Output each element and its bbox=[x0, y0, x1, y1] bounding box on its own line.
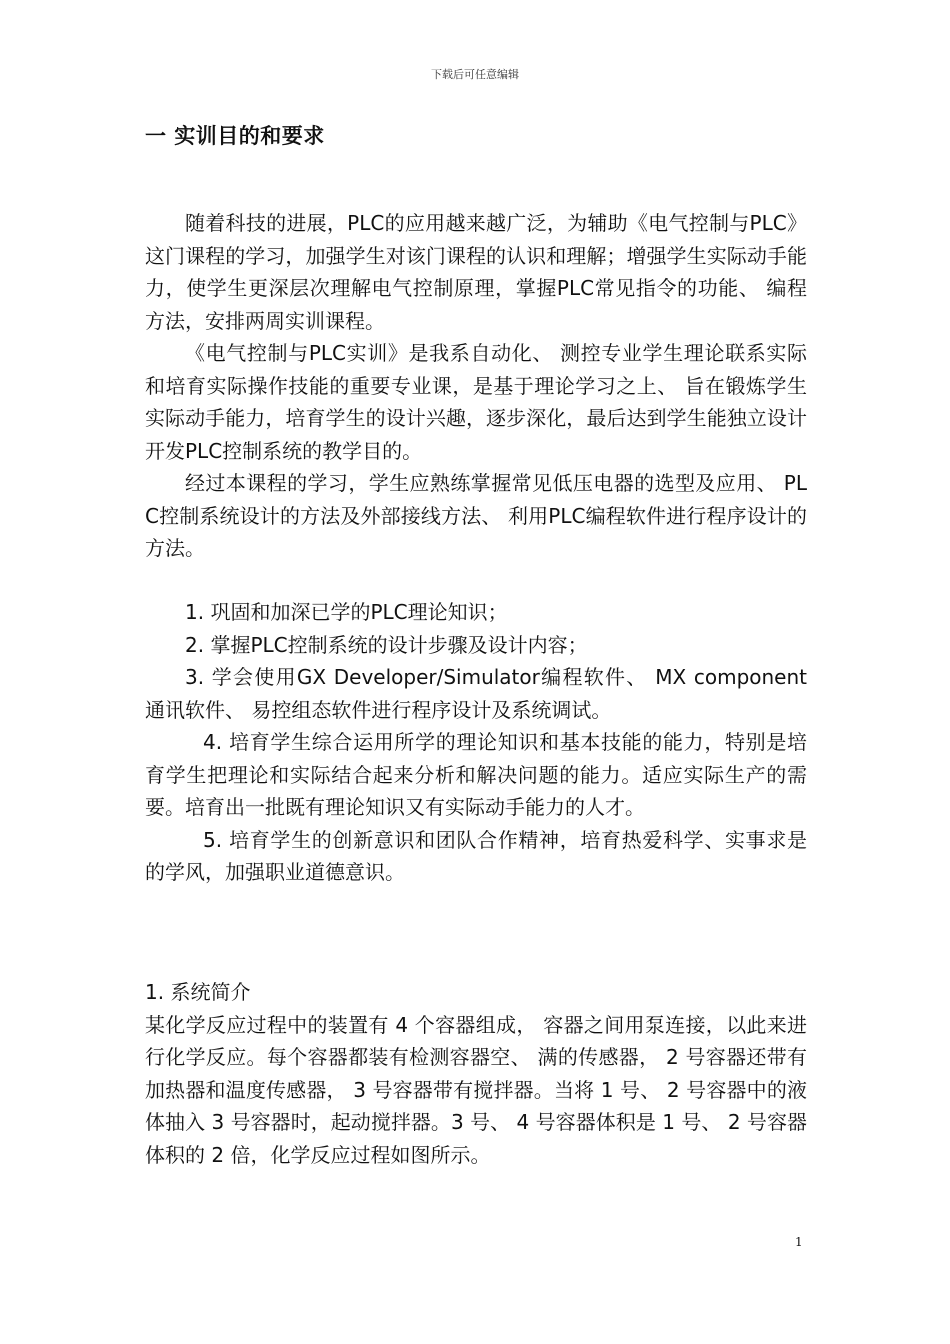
goal-item-1: 1. 巩固和加深已学的PLC理论知识； bbox=[185, 600, 508, 624]
goal-item-3: 3. 学会使用GX Developer/Simulator编程软件、 MX component通讯软件、 易控组态软件进行程序设计及系统调试。 bbox=[145, 665, 807, 722]
system-intro-paragraph: 某化学反应过程中的装置有 4 个容器组成， 容器之间用泵连接，以此来进行化学反应。每个容器都装有检测容器空、 满的传感器， 2 号容器还带有加热器和温度传感器， 3 号容器带有搅拌器。当将 1 号、 2 号容器中的液体抽入 3 号容器时，起动搅拌器。3 号、 4 号容器体积是 1 号、 2 号容器体积的 2 倍，化学反应过程如图所示。 bbox=[145, 1012, 807, 1167]
goal-item-2: 2. 掌握PLC控制系统的设计步骤及设计内容； bbox=[185, 632, 588, 657]
system-intro-block bbox=[145, 976, 807, 1171]
intro-paragraph-2: 《电气控制与PLC实训》是我系自动化、 测控专业学生理论联系实际和培育实际操作技能的重要专业课，是基于理论学习之上、 旨在锻炼学生实际动手能力，培育学生的设计兴趣，逐步深化，最后达到学生能独立设计开发PLC控制系统的教学目的。 bbox=[145, 341, 807, 463]
intro-paragraph-1: 随着科技的进展，PLC的应用越来越广泛，为辅助《电气控制与PLC》这门课程的学习，加强学生对该门课程的认识和理解；增强学生实际动手能力，使学生更深层次理解电气控制原理，掌握PLC常见指令的功能、 编程方法，安排两周实训课程。 bbox=[145, 211, 807, 333]
goals-list bbox=[145, 596, 807, 889]
intro-paragraph-3: 经过本课程的学习，学生应熟练掌握常见低压电器的选型及应用、 PLC控制系统设计的方法及外部接线方法、 利用PLC编程软件进行程序设计的方法。 bbox=[145, 471, 807, 560]
goal-item-4: 4. 培育学生综合运用所学的理论知识和基本技能的能力，特别是培育学生把理论和实际结合起来分析和解决问题的能力。适应实际生产的需要。培育出一批既有理论知识又有实际动手能力的人才。 bbox=[145, 730, 807, 819]
page-header: 下载后可任意编辑 bbox=[431, 68, 519, 81]
goal-item-5: 5. 培育学生的创新意识和团队合作精神，培育热爱科学、实事求是的学风，加强职业道德意识。 bbox=[145, 827, 807, 884]
intro-block bbox=[145, 207, 807, 565]
section-title: 一 实训目的和要求 bbox=[145, 124, 325, 148]
system-intro-title: 1. 系统简介 bbox=[145, 980, 251, 1004]
page-number: 1 bbox=[795, 1235, 803, 1249]
